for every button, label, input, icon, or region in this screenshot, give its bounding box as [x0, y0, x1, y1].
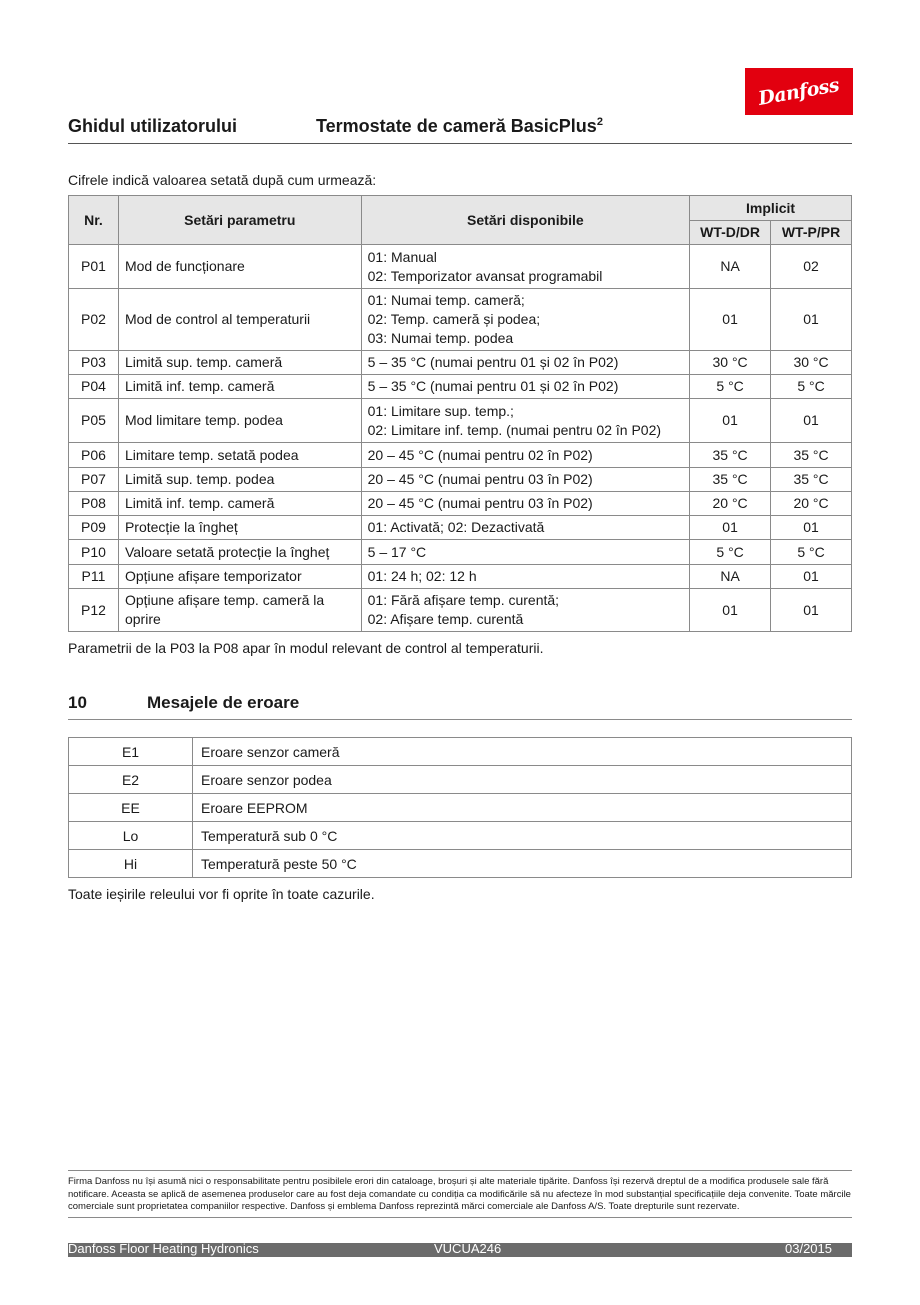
param-name-cell: Opțiune afișare temporizator	[118, 565, 361, 589]
footer-doc-code: VUCUA246	[434, 1243, 502, 1256]
param-nr-cell: P07	[69, 468, 119, 492]
param-wtp-cell: 01	[771, 565, 852, 589]
param-nr-cell: P11	[69, 565, 119, 589]
param-available-cell	[361, 245, 689, 289]
col-header-wtp: WT-P/PR	[771, 221, 852, 245]
param-wtd-cell: NA	[690, 565, 771, 589]
param-name-cell: Protecție la îngheț	[118, 516, 361, 540]
parameters-table-body	[69, 245, 852, 632]
header-product-title	[316, 116, 603, 137]
param-wtp-cell: 35 °C	[771, 443, 852, 468]
section-heading	[68, 693, 852, 720]
param-wtd-cell: 01	[690, 589, 771, 632]
parameters-note: Parametrii de la P03 la P08 apar în modul relevant de control al temperaturii.	[68, 640, 544, 656]
table-row	[69, 738, 852, 766]
danfoss-logo	[745, 68, 853, 115]
disclaimer: Firma Danfoss nu își asumă nici o responsabilitate pentru posibilele erori din cataloage, broșuri și alte materiale tipărite. Danfoss își rezervă dreptul de a modifica produsele sale fără notificare. Aceasta se aplică de asemenea produselor care au fost deja comandate cu condiția ca modificările să nu afecteze în mod substanțial specificațiile deja convenite. Toate mărcile comerciale sunt proprietatea companiilor respective. Danfoss și emblema Danfoss reprezintă mărci comerciale ale Danfoss A/S. Toate drepturile sunt rezervate.	[68, 1170, 852, 1218]
col-header-nr: Nr.	[69, 196, 119, 245]
param-wtp-cell: 35 °C	[771, 468, 852, 492]
param-name-cell: Mod limitare temp. podea	[118, 399, 361, 443]
param-wtd-cell: 01	[690, 399, 771, 443]
param-wtp-cell: 5 °C	[771, 540, 852, 565]
section-title: Mesajele de eroare	[147, 693, 300, 712]
header-guide-title: Ghidul utilizatorului	[68, 116, 237, 136]
param-nr-cell: P12	[69, 589, 119, 632]
param-available-line: 03: Numai temp. podea	[367, 330, 514, 346]
param-wtp-cell: 5 °C	[771, 375, 852, 399]
table-row	[69, 468, 852, 492]
param-available-cell	[361, 565, 689, 589]
param-wtd-cell: 35 °C	[690, 443, 771, 468]
table-row	[69, 794, 852, 822]
error-desc-cell: Eroare EEPROM	[193, 794, 852, 822]
table-row	[69, 589, 852, 632]
parameters-table	[68, 195, 852, 632]
param-wtp-cell: 20 °C	[771, 492, 852, 516]
param-available-line: 02: Temp. cameră și podea;	[367, 311, 541, 327]
param-available-line: 02: Temporizator avansat programabil	[367, 267, 603, 284]
param-available-line: 01: Limitare sup. temp.;	[367, 402, 514, 419]
error-code-cell: E1	[69, 738, 193, 766]
param-available-cell	[361, 351, 689, 375]
param-nr-cell: P02	[69, 289, 119, 351]
error-code-cell: Hi	[69, 850, 193, 878]
error-desc-cell: Temperatură sub 0 °C	[193, 822, 852, 850]
param-nr-cell: P01	[69, 245, 119, 289]
error-desc-cell: Eroare senzor podea	[193, 766, 852, 794]
param-available-cell	[361, 540, 689, 565]
param-wtd-cell: NA	[690, 245, 771, 289]
param-available-line: 5 – 17 °C	[367, 543, 427, 560]
param-available-line: 01: 24 h; 02: 12 h	[367, 568, 477, 584]
param-available-cell	[361, 492, 689, 516]
param-available-cell	[361, 589, 689, 632]
page-footer	[68, 1243, 852, 1257]
param-wtp-cell: 30 °C	[771, 351, 852, 375]
table-row	[69, 565, 852, 589]
table-row	[69, 351, 852, 375]
table-row	[69, 766, 852, 794]
param-name-cell: Mod de funcționare	[118, 245, 361, 289]
table-row	[69, 540, 852, 565]
header-product-sup: 2	[596, 116, 603, 128]
param-available-cell	[361, 468, 689, 492]
table-row	[69, 492, 852, 516]
param-available-line: 02: Limitare inf. temp. (numai pentru 02 în P02)	[367, 421, 662, 438]
param-available-line: 20 – 45 °C (numai pentru 03 în P02)	[367, 495, 593, 511]
error-code-cell: E2	[69, 766, 193, 794]
param-available-line: 01: Manual	[367, 248, 437, 265]
col-header-wtd: WT-D/DR	[690, 221, 771, 245]
table-row	[69, 850, 852, 878]
error-code-cell: EE	[69, 794, 193, 822]
section-number: 10	[68, 693, 87, 712]
param-wtp-cell: 01	[771, 589, 852, 632]
param-nr-cell: P08	[69, 492, 119, 516]
table-row	[69, 289, 852, 351]
param-name-cell: Limită inf. temp. cameră	[118, 492, 361, 516]
relay-note: Toate ieșirile releului vor fi oprite în toate cazurile.	[68, 886, 375, 902]
param-name-cell: Valoare setată protecție la îngheț	[118, 540, 361, 565]
param-nr-cell: P10	[69, 540, 119, 565]
param-available-cell	[361, 375, 689, 399]
col-header-available: Setări disponibile	[361, 196, 689, 245]
intro-text: Cifrele indică valoarea setată după cum urmează:	[68, 172, 377, 188]
param-nr-cell: P04	[69, 375, 119, 399]
table-row	[69, 443, 852, 468]
param-wtd-cell: 30 °C	[690, 351, 771, 375]
param-name-cell: Mod de control al temperaturii	[118, 289, 361, 351]
param-wtp-cell: 01	[771, 516, 852, 540]
param-name-cell: Limitare temp. setată podea	[118, 443, 361, 468]
param-available-cell	[361, 516, 689, 540]
error-desc-cell: Temperatură peste 50 °C	[193, 850, 852, 878]
param-available-line: 5 – 35 °C (numai pentru 01 și 02 în P02)	[367, 354, 619, 370]
param-available-cell	[361, 399, 689, 443]
param-available-line: 5 – 35 °C (numai pentru 01 și 02 în P02)	[367, 378, 619, 394]
param-available-line: 20 – 45 °C (numai pentru 03 în P02)	[367, 471, 593, 487]
footer-date: 03/2015	[785, 1243, 832, 1256]
param-wtd-cell: 01	[690, 289, 771, 351]
param-nr-cell: P09	[69, 516, 119, 540]
param-available-cell	[361, 289, 689, 351]
param-available-line: 01: Fără afișare temp. curentă;	[367, 592, 560, 608]
logo-text: Danfoss	[757, 73, 841, 110]
error-desc-cell: Eroare senzor cameră	[193, 738, 852, 766]
param-wtp-cell: 01	[771, 289, 852, 351]
table-row	[69, 822, 852, 850]
errors-table-body	[69, 738, 852, 878]
param-available-cell	[361, 443, 689, 468]
param-available-line: 01: Numai temp. cameră;	[367, 292, 525, 308]
param-available-line: 01: Activată; 02: Dezactivată	[367, 519, 545, 535]
error-code-cell: Lo	[69, 822, 193, 850]
header-product-name: Termostate de cameră BasicPlus	[316, 116, 597, 136]
col-header-implicit: Implicit	[690, 196, 852, 221]
param-wtd-cell: 5 °C	[690, 540, 771, 565]
param-wtd-cell: 35 °C	[690, 468, 771, 492]
param-name-cell: Opțiune afișare temp. cameră la oprire	[118, 589, 361, 632]
errors-table	[68, 737, 852, 878]
param-nr-cell: P03	[69, 351, 119, 375]
param-nr-cell: P06	[69, 443, 119, 468]
table-row	[69, 516, 852, 540]
param-name-cell: Limită sup. temp. cameră	[118, 351, 361, 375]
param-available-line: 02: Afișare temp. curentă	[367, 611, 524, 627]
table-row	[69, 399, 852, 443]
param-wtp-cell: 02	[771, 245, 852, 289]
param-wtd-cell: 20 °C	[690, 492, 771, 516]
param-wtp-cell: 01	[771, 399, 852, 443]
param-wtd-cell: 01	[690, 516, 771, 540]
param-nr-cell: P05	[69, 399, 119, 443]
param-name-cell: Limită sup. temp. podea	[118, 468, 361, 492]
param-wtd-cell: 5 °C	[690, 375, 771, 399]
col-header-param: Setări parametru	[118, 196, 361, 245]
page-header	[68, 116, 852, 144]
footer-company: Danfoss Floor Heating Hydronics	[68, 1243, 259, 1256]
param-available-line: 20 – 45 °C (numai pentru 02 în P02)	[367, 446, 593, 463]
param-name-cell: Limită inf. temp. cameră	[118, 375, 361, 399]
table-row	[69, 245, 852, 289]
table-row	[69, 375, 852, 399]
